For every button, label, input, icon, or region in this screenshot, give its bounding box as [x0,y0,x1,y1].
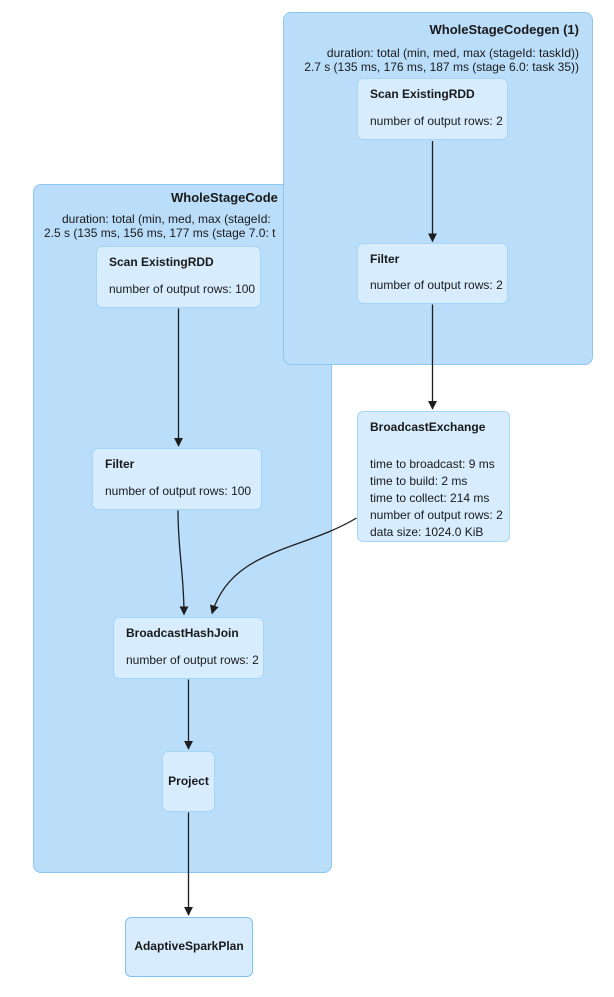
node-metric: time to build: 2 ms [370,474,468,488]
node-scan-existingrdd-2[interactable] [96,246,261,308]
node-title: BroadcastHashJoin [126,626,239,640]
node-title: Filter [370,252,400,266]
node-title: AdaptiveSparkPlan [134,939,244,953]
cluster-duration-line1: duration: total (min, med, max (stageId: [62,212,271,226]
node-metric: number of output rows: 100 [109,282,256,296]
node-filter-2[interactable] [92,448,262,510]
cluster-duration-line2: 2.7 s (135 ms, 176 ms, 187 ms (stage 6.0: task 35)) [304,60,579,74]
cluster-title: WholeStageCodegen (1) [429,22,579,37]
node-title: Filter [105,457,135,471]
node-title: Project [168,773,209,788]
node-scan-existingrdd-1[interactable] [357,78,508,140]
node-metric: number of output rows: 2 [126,653,259,667]
cluster-duration-line2: 2.5 s (135 ms, 156 ms, 177 ms (stage 7.0: t [44,226,276,240]
node-title: BroadcastExchange [370,420,486,434]
cluster-wholestagecodegen-1 [283,12,593,365]
node-metric: number of output rows: 100 [105,484,252,498]
node-metric: number of output rows: 2 [370,278,503,292]
cluster-duration-line1: duration: total (min, med, max (stageId: taskId)) [326,46,579,60]
node-filter-1[interactable] [357,243,508,304]
node-metric: time to broadcast: 9 ms [370,457,495,471]
node-broadcastexchange[interactable] [357,411,510,542]
node-title: Scan ExistingRDD [109,255,214,269]
node-title: Scan ExistingRDD [370,87,475,101]
node-metric: time to collect: 214 ms [370,491,490,505]
cluster-title: WholeStageCode [171,190,278,205]
node-metric: number of output rows: 2 [370,114,503,128]
node-metric: number of output rows: 2 [370,508,503,522]
node-metric: data size: 1024.0 KiB [370,525,484,539]
node-project[interactable] [162,751,215,812]
node-adaptivesparkplan[interactable] [125,917,253,977]
node-broadcasthashjoin[interactable] [113,617,264,679]
